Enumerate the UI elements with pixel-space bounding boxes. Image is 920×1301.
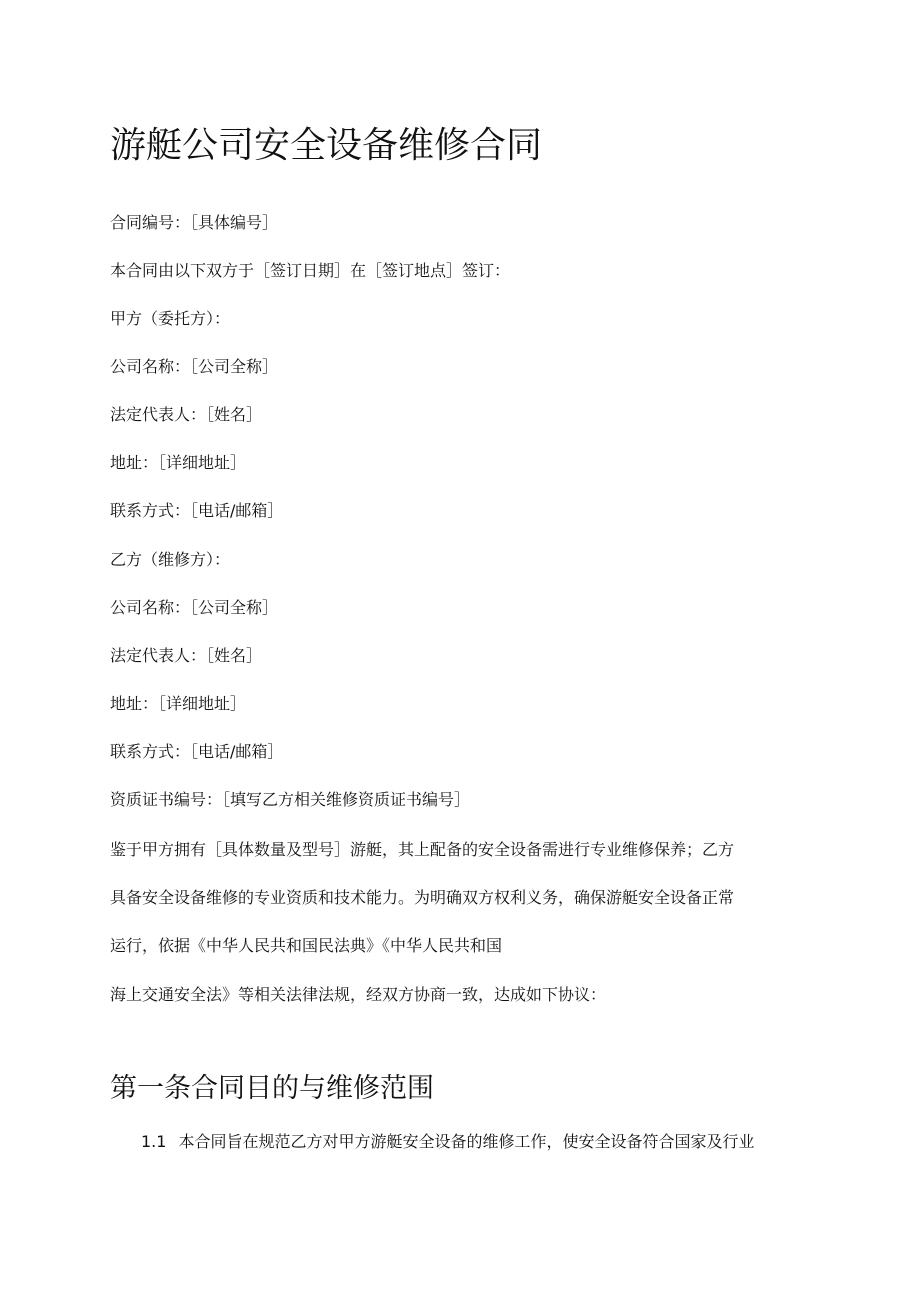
party-b-contact: 联系方式：［电话/邮箱］	[110, 742, 284, 761]
preamble-line-2: 具备安全设备维修的专业资质和技术能力。为明确双方权利义务，确保游艇安全设备正常	[110, 888, 735, 907]
contract-number-line: 合同编号：［具体编号］	[110, 213, 279, 232]
party-b-legal-representative: 法定代表人：［姓名］	[110, 646, 263, 665]
preamble-line-4: 海上交通安全法》等相关法律法规，经双方协商一致，达成如下协议：	[110, 985, 607, 1004]
section-title: 第一条合同目的与维修范围	[110, 1073, 434, 1104]
signing-info-line: 本合同由以下双方于［签订日期］在［签订地点］签订：	[110, 261, 511, 280]
clause-1-1	[141, 1130, 754, 1154]
party-b-address: 地址：［详细地址］	[110, 694, 247, 713]
clause-number: 1.1	[141, 1132, 167, 1151]
party-a-heading: 甲方（委托方）：	[110, 309, 231, 328]
document-title: 游艇公司安全设备维修合同	[110, 125, 543, 166]
party-a-legal-representative: 法定代表人：［姓名］	[110, 405, 263, 424]
party-a-company-name: 公司名称：［公司全称］	[110, 357, 279, 376]
clause-text: 本合同旨在规范乙方对甲方游艇安全设备的维修工作，使安全设备符合国家及行业	[178, 1132, 755, 1151]
preamble-line-3: 运行，依据《中华人民共和国民法典》《中华人民共和国	[110, 936, 503, 955]
party-a-contact: 联系方式：［电话/邮箱］	[110, 501, 284, 520]
preamble-line-1: 鉴于甲方拥有［具体数量及型号］游艇，其上配备的安全设备需进行专业维修保养；乙方	[110, 840, 735, 859]
party-b-certificate-number: 资质证书编号：［填写乙方相关维修资质证书编号］	[110, 790, 471, 809]
party-b-company-name: 公司名称：［公司全称］	[110, 598, 279, 617]
party-a-address: 地址：［详细地址］	[110, 453, 247, 472]
party-b-heading: 乙方（维修方）：	[110, 550, 231, 569]
